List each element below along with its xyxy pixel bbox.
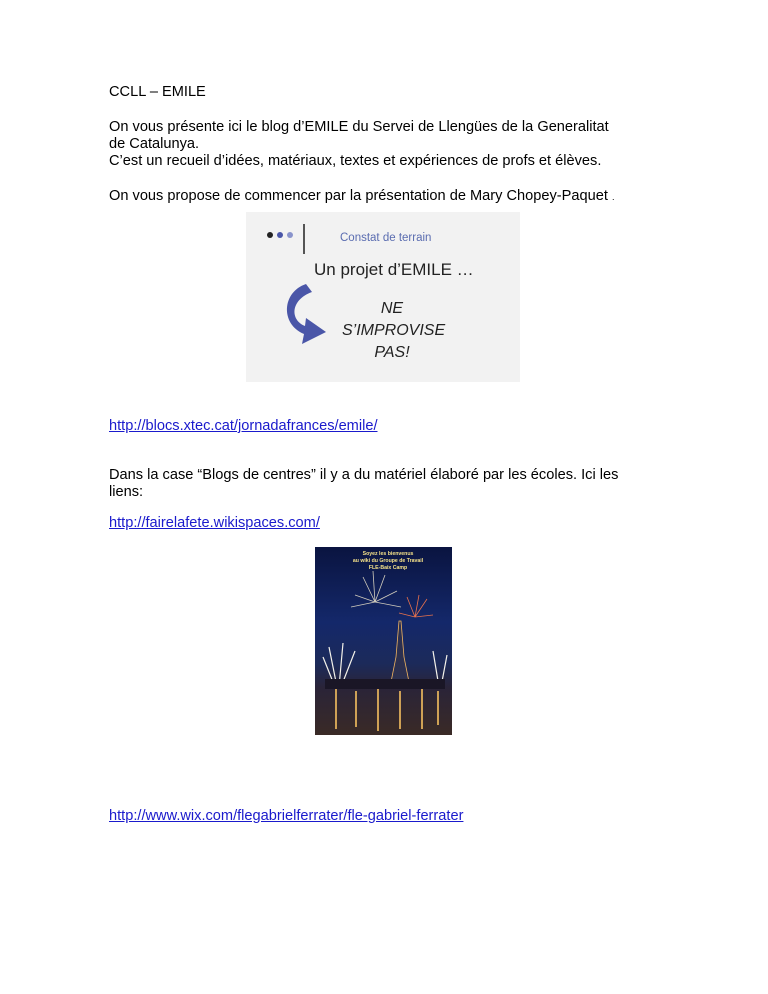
slide-ne-text xyxy=(342,298,446,364)
curved-arrow-icon xyxy=(276,280,336,350)
slide-dot xyxy=(287,232,293,238)
fireworks-photo xyxy=(315,547,452,735)
slide-dot xyxy=(267,232,273,238)
photo-caption xyxy=(331,551,445,572)
slide-ne-line: NE xyxy=(380,300,404,317)
propose-line xyxy=(109,188,614,206)
photo-caption-line: au wiki du Groupe de Travail xyxy=(352,558,424,564)
intro-line-2: de Catalunya. xyxy=(109,136,200,152)
photo-caption-line: Soyez les bienvenus xyxy=(362,551,414,557)
intro-line-1: On vous présente ici le blog d’EMILE du Servei de Llengües de la Generalitat xyxy=(109,119,609,135)
link-wix-fle[interactable]: http://www.wix.com/flegabrielferrater/fle-gabriel-ferrater xyxy=(109,808,464,824)
fireworks-illustration xyxy=(315,547,452,735)
slide-subtitle: Constat de terrain xyxy=(340,232,432,244)
propose-text: On vous propose de commencer par la présentation de Mary Chopey-Paquet xyxy=(109,188,608,204)
doc-title: CCLL – EMILE xyxy=(109,84,206,100)
blogs-line-1: Dans la case “Blogs de centres” il y a du matériel élaboré par les écoles. Ici les xyxy=(109,467,619,483)
slide-ne-line: S’IMPROVISE xyxy=(342,322,446,339)
link-fairelafete[interactable]: http://fairelafete.wikispaces.com/ xyxy=(109,515,320,531)
slide-dot xyxy=(277,232,283,238)
blogs-line-2: liens: xyxy=(109,484,144,500)
intro-line-3: C’est un recueil d’idées, matériaux, textes et expériences de profs et élèves. xyxy=(109,153,602,169)
slide-divider xyxy=(303,224,305,254)
link-blocs-xtec[interactable]: http://blocs.xtec.cat/jornadafrances/emile/ xyxy=(109,418,378,434)
propose-dot: . xyxy=(611,192,615,202)
slide-heading: Un projet d’EMILE … xyxy=(314,260,474,279)
slide-ne-line: PAS! xyxy=(374,344,410,361)
slide-image xyxy=(246,212,520,382)
photo-caption-line: FLE-Baix Camp xyxy=(368,565,408,571)
